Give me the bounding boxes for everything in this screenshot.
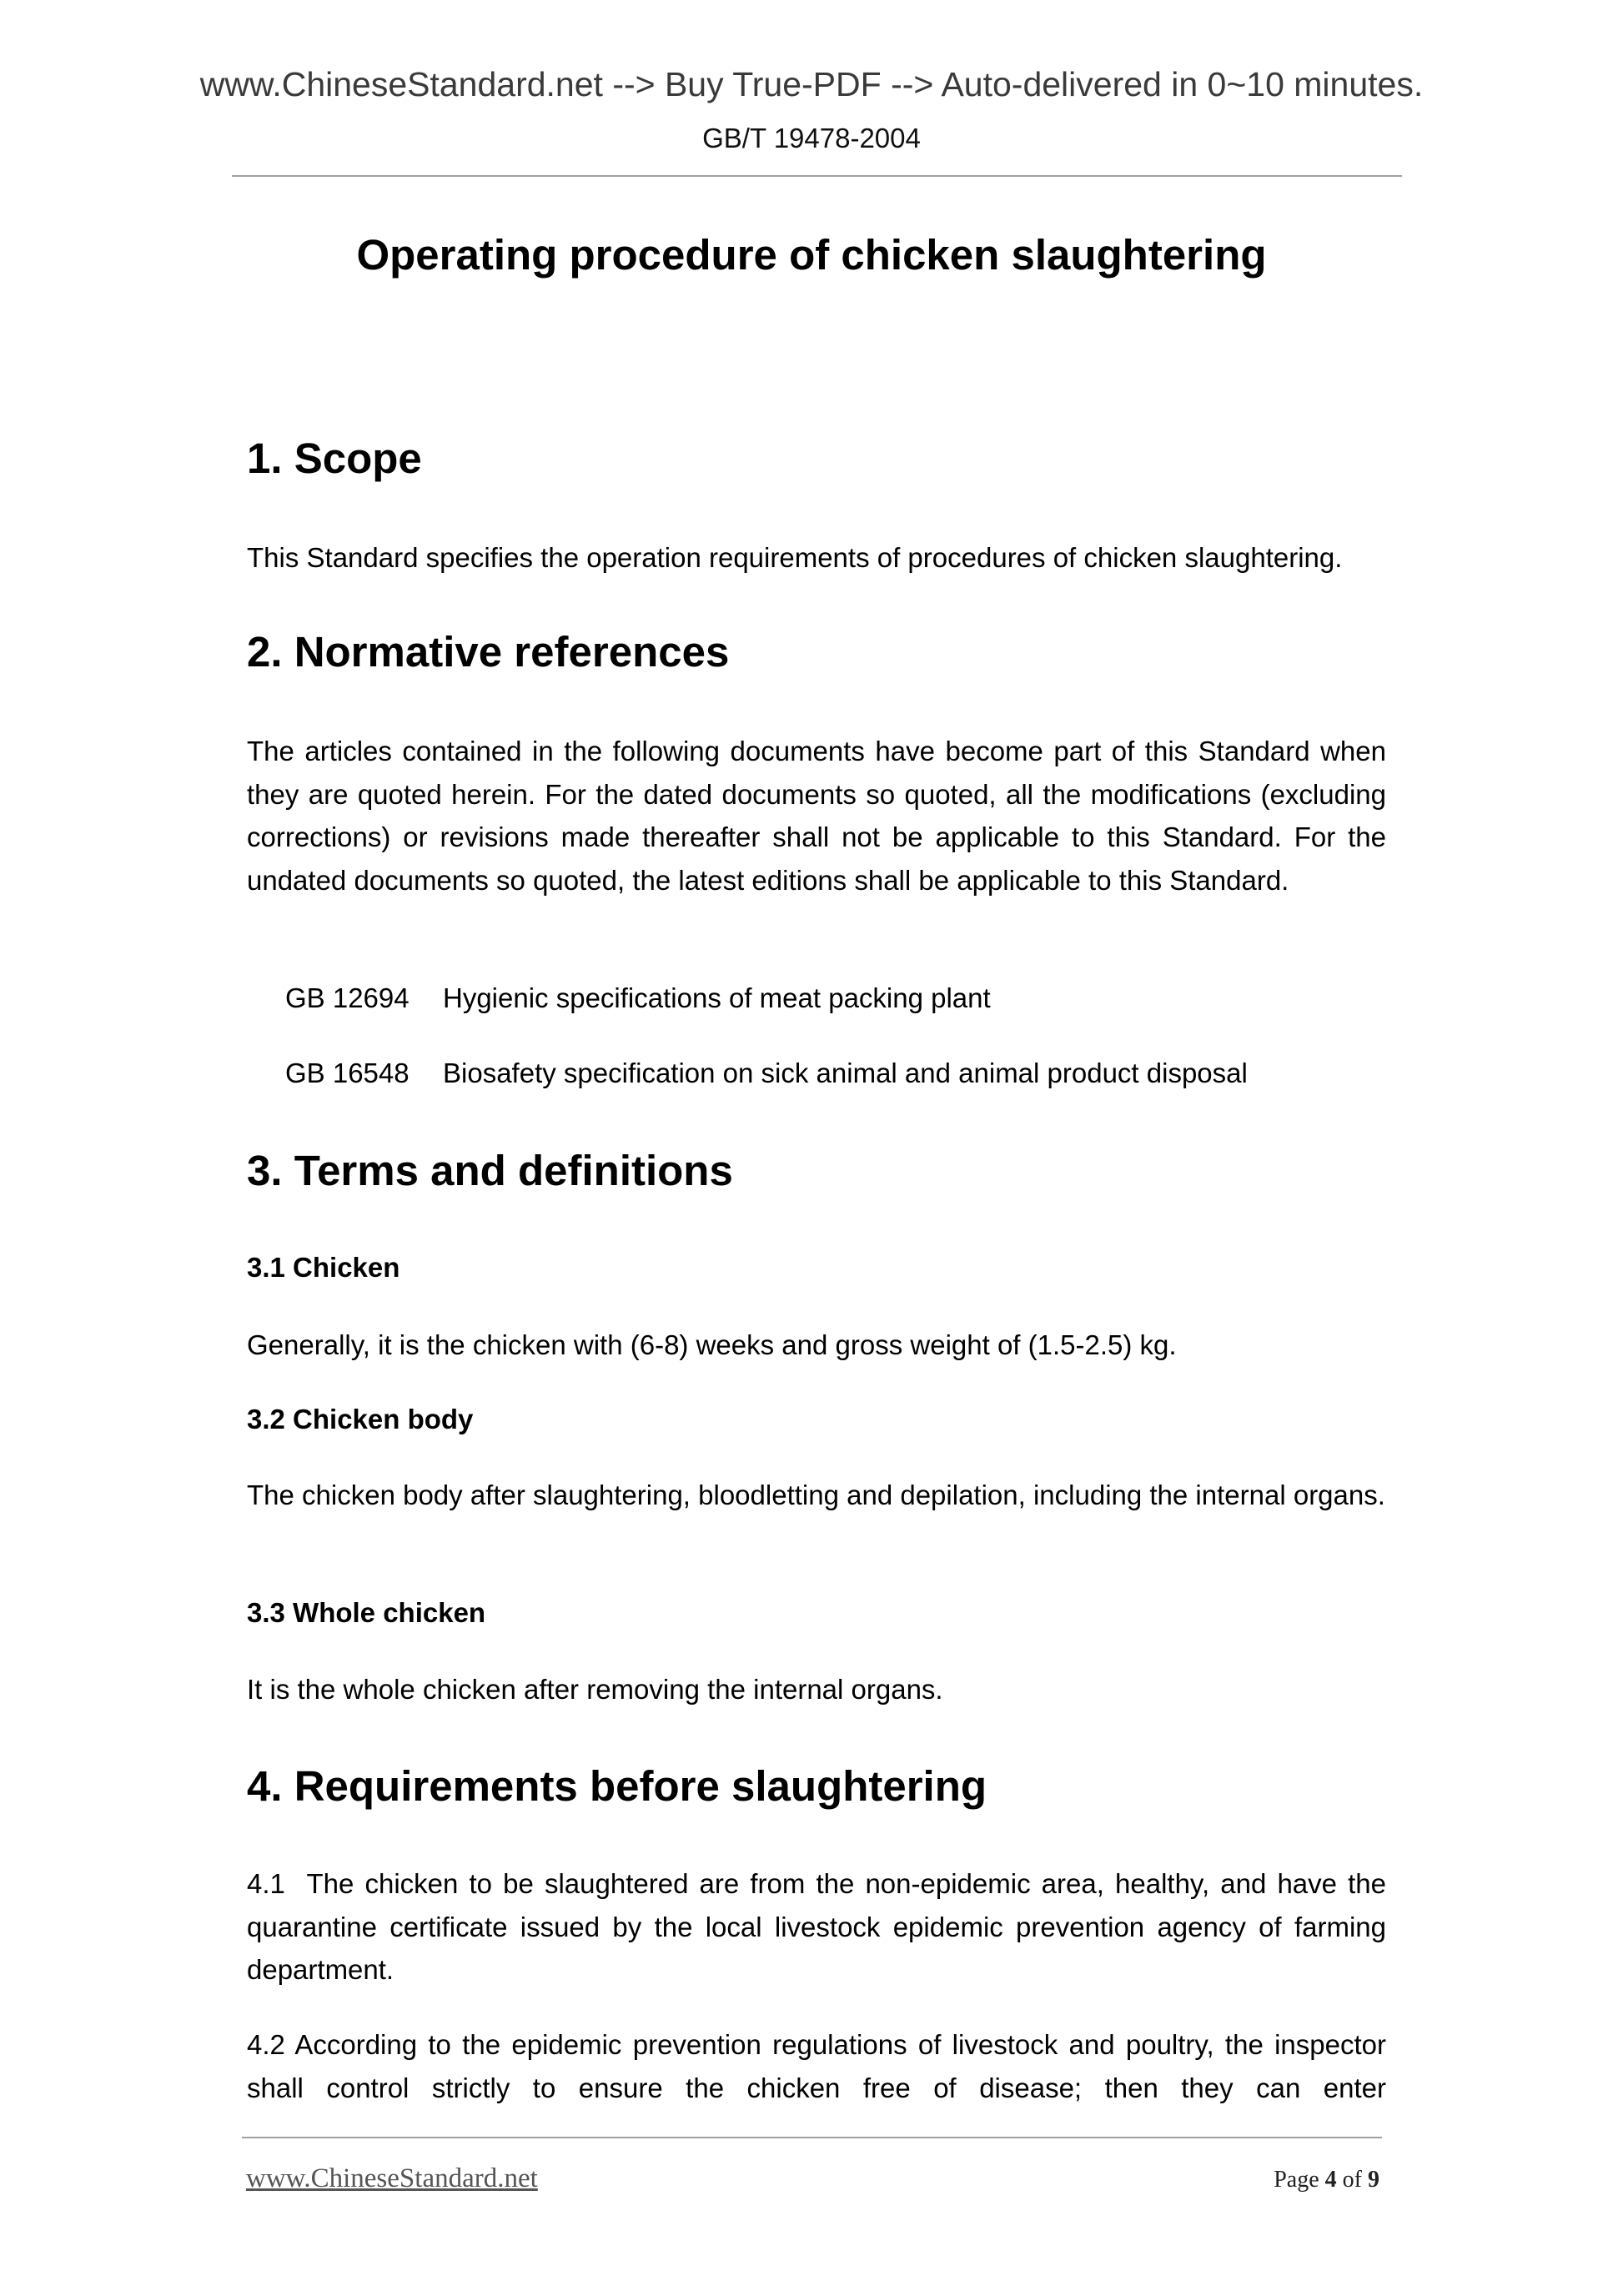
page-of: of — [1342, 2167, 1362, 2193]
scope-paragraph: This Standard specifies the operation requirements of procedures of chicken slaughtering. — [247, 542, 1343, 573]
page-total: 9 — [1368, 2167, 1379, 2193]
section-heading-requirements: 4. Requirements before slaughtering — [247, 1762, 987, 1810]
page-indicator — [1274, 2163, 1379, 2197]
page-prefix: Page — [1274, 2167, 1319, 2193]
reference-title: Hygienic specifications of meat packing plant — [443, 982, 991, 1013]
document-number: GB/T 19478-2004 — [702, 123, 921, 153]
term-heading: 3.1 Chicken — [247, 1252, 400, 1283]
reference-title: Biosafety specification on sick animal and animal product disposal — [443, 1058, 1248, 1088]
reference-code: GB 16548 — [285, 1058, 410, 1088]
header-banner: www.ChineseStandard.net --> Buy True-PDF --> Auto-delivered in 0~10 minutes. — [199, 65, 1424, 103]
reference-code: GB 12694 — [285, 982, 410, 1013]
reference-item — [285, 982, 991, 1015]
section-heading-scope: 1. Scope — [247, 435, 422, 482]
footer-divider — [242, 2137, 1382, 2138]
header-divider — [232, 175, 1402, 177]
term-definition: The chicken body after slaughtering, bloodletting and depilation, including the internal organs. — [247, 1480, 1385, 1510]
section-heading-normative-references: 2. Normative references — [247, 628, 730, 676]
section-heading-terms: 3. Terms and definitions — [247, 1147, 733, 1194]
page-current: 4 — [1324, 2167, 1337, 2193]
requirement-clause: 4.1 The chicken to be slaughtered are from the non-epidemic area, healthy, and have the quarantine certificate issued by the local livestock epidemic prevention agency of farming department. — [247, 1868, 1394, 1985]
page-title: Operating procedure of chicken slaughtering — [356, 231, 1267, 279]
term-definition: Generally, it is the chicken with (6-8) weeks and gross weight of (1.5-2.5) kg. — [247, 1329, 1177, 1360]
footer-site-link[interactable]: www.ChineseStandard.net — [246, 2163, 538, 2193]
term-heading: 3.3 Whole chicken — [247, 1597, 486, 1628]
normative-paragraph: The articles contained in the following documents have become part of this Standard when they are quoted herein. For the dated documents so quoted, all the modifications (excluding corrections) or revisions made thereafter shall not be applicable to this Standard. For the undated documents so quoted, the latest editions shall be applicable to this Standard. — [247, 736, 1386, 896]
term-heading: 3.2 Chicken body — [247, 1404, 474, 1434]
term-definition: It is the whole chicken after removing the internal organs. — [247, 1674, 943, 1705]
requirement-clause: 4.2 According to the epidemic prevention regulations of livestock and poultry, the inspector shall control strictly to ensure the chicken free of disease; then they can enter — [247, 2029, 1386, 2103]
reference-item — [285, 1057, 1248, 1090]
